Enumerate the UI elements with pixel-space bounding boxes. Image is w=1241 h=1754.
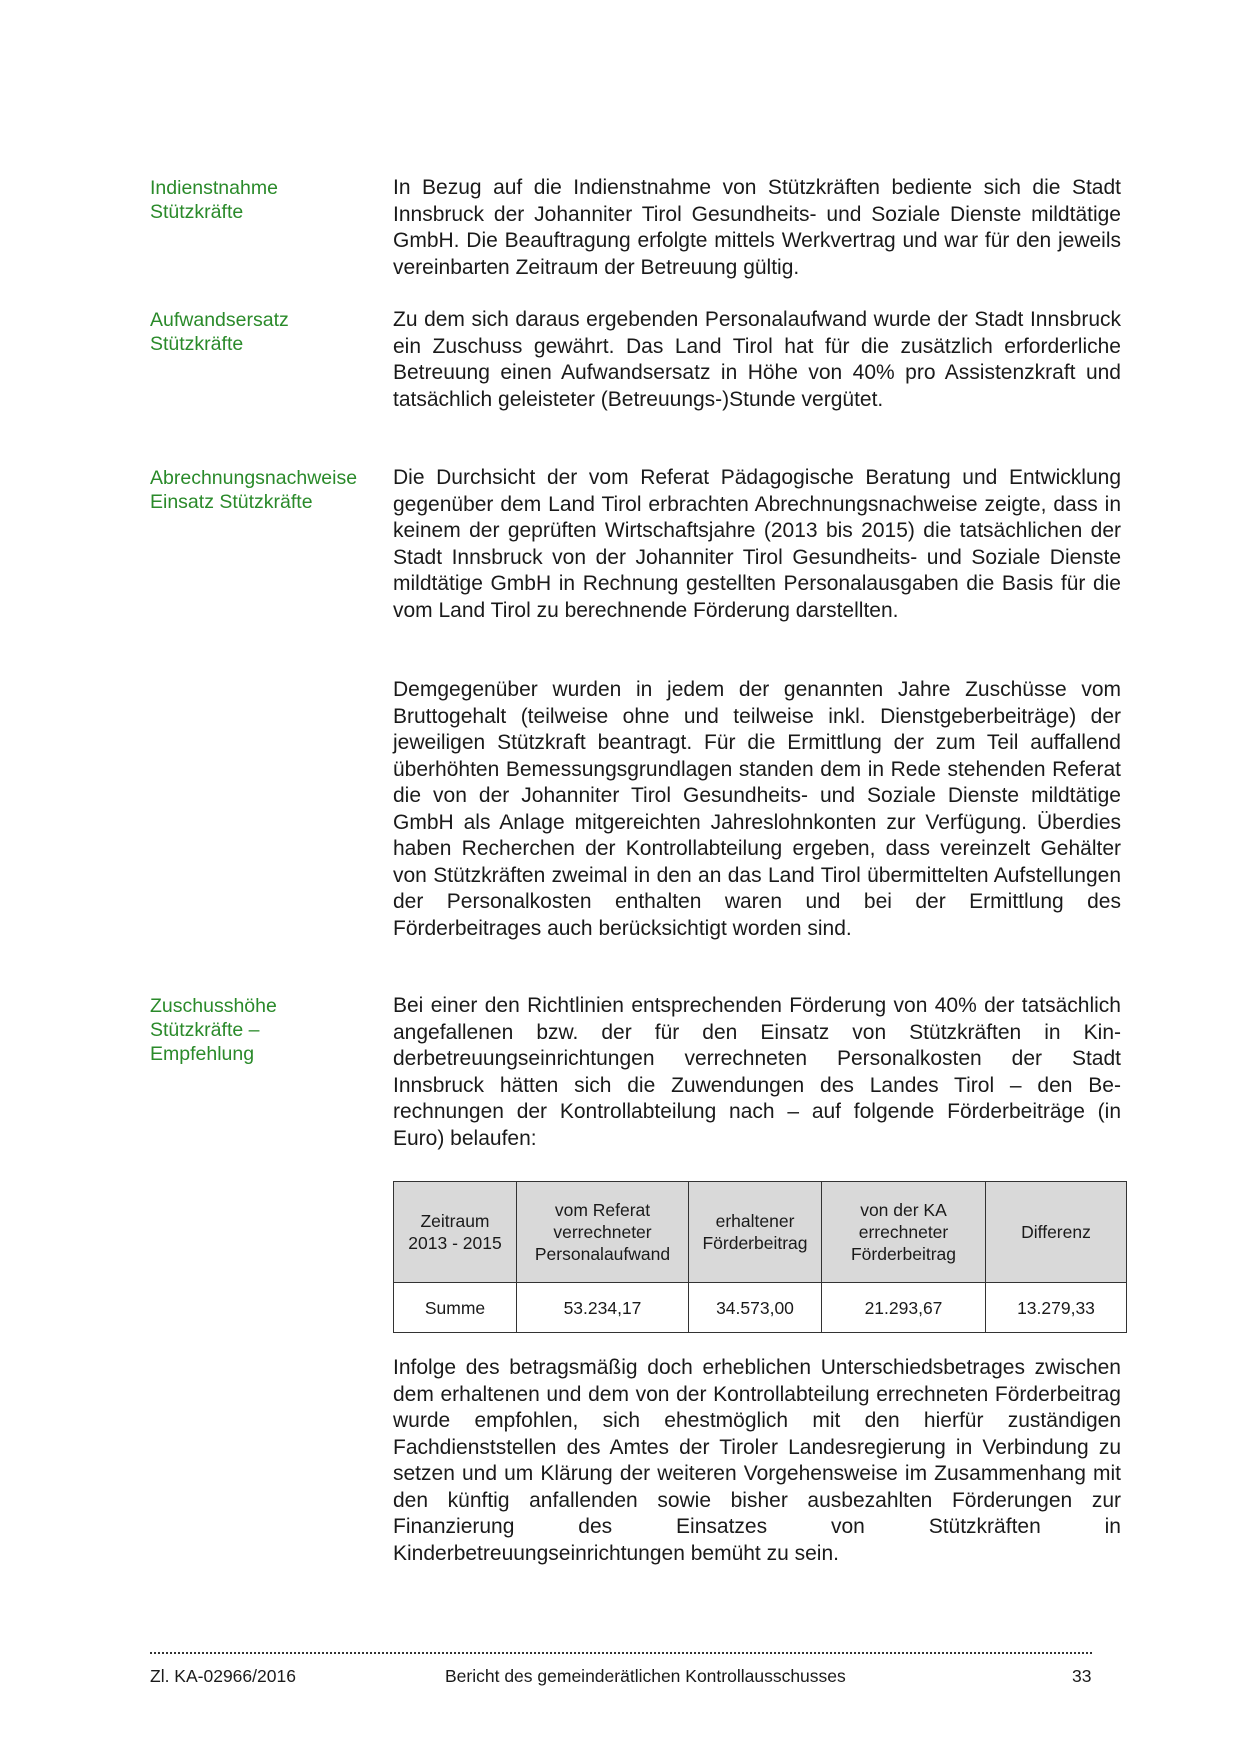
margin-heading-abrechnungsnachweise [150,466,380,514]
header-zeitraum: Zeitraum 2013 - 2015 [394,1182,517,1283]
footer-reference: Zl. KA-02966/2016 [150,1666,296,1686]
paragraph-abrechnungsnachweise [393,465,1121,624]
paragraph-empfehlung [393,1355,1121,1567]
footer-title: Bericht des gemeinderätlichen Kontrollausschusses [445,1666,846,1686]
margin-heading-line: Indienstnahme [150,177,278,199]
margin-heading-zuschusshoehe [150,994,380,1066]
paragraph: Die Durchsicht der vom Referat Pädagogische Beratung und Entwicklung gegenüber dem Land Tirol erbrachten Abrechnungsnachweise zeigte, dass in keinem der geprüften Wirtschaftsjahre (2013 bis 2015) die tatsächlichen der Stadt Innsbruck von der Johanniter Tirol Gesundheits- und Soziale Dienste mildtätige GmbH in Rechnung gestellten Personalausgaben die Basis für die vom Land Tirol zu berechnende Förderung darstellten. [393,466,1121,622]
funding-table [393,1181,1127,1333]
margin-heading-line: Einsatz Stützkräfte [150,491,313,513]
paragraph: Bei einer den Richtlinien entsprechenden Förderung von 40% der tatsächlich angefallenen bzw. der für den Einsatz von Stützkräften in Kinderbetreuungseinrichtungen verrechneten Personalkosten der Stadt Innsbruck hätten sich die Zuwendungen des Landes Tirol – den Berechnungen der Kontrollabteilung nach – auf folgende Förderbeiträge (in Euro) belaufen: [393,994,1121,1150]
margin-heading-line: Stützkräfte [150,333,244,355]
cell-zeitraum: Summe [394,1283,517,1333]
paragraph-indienstnahme [393,175,1121,281]
paragraph-demgegenueber [393,677,1121,942]
margin-heading-indienstnahme [150,176,380,224]
footer-divider [150,1652,1092,1654]
margin-heading-line: Stützkräfte [150,201,244,223]
cell-erhaltener-foerderbeitrag: 34.573,00 [689,1283,822,1333]
paragraph: In Bezug auf die Indienstnahme von Stützkräften bediente sich die Stadt Innsbruck der Johanniter Tirol Gesundheits- und Soziale Dienste mildtätige GmbH. Die Beauftragung erfolgte mittels Werkvertrag und war für den jeweils vereinbarten Zeitraum der Betreuung gültig. [393,176,1121,279]
table-row [394,1283,1127,1333]
paragraph: Demgegenüber wurden in jedem der genannten Jahre Zuschüsse vom Bruttogehalt (teilweise ohne und teilweise inkl. Dienstgeberbeiträge) der jeweiligen Stützkraft beantragt. Für die Ermittlung der zum Teil auffallend überhöhten Bemessungsgrundlagen standen dem in Rede stehenden Referat die von der Johanniter Tirol Gesundheits- und Soziale Dienste mildtätige GmbH als Anlage mitgereichten Jahreslohnkonten zur Verfügung. Überdies haben Recherchen der Kontrollabteilung ergeben, dass vereinzelt Gehälter von Stützkräften zweimal in den an das Land Tirol übermittelten Aufstellungen der Personalkosten enthalten waren und bei der Ermittlung des Förderbeitrages auch berücksichtigt worden sind. [393,678,1121,940]
cell-ka-foerderbeitrag: 21.293,67 [822,1283,986,1333]
margin-heading-line: Zuschusshöhe [150,995,277,1017]
margin-heading-line: Stützkräfte – [150,1019,260,1041]
page-number: 33 [1072,1666,1092,1686]
header-differenz: Differenz [986,1182,1127,1283]
margin-heading-line: Aufwandsersatz [150,309,289,331]
cell-differenz: 13.279,33 [986,1283,1127,1333]
paragraph-aufwandsersatz [393,307,1121,413]
header-personalaufwand: vom Referat verrechneter Personalaufwand [517,1182,689,1283]
header-erhaltener-foerderbeitrag: erhaltener Förderbeitrag [689,1182,822,1283]
header-ka-foerderbeitrag: von der KA errechneter Förderbeitrag [822,1182,986,1283]
margin-heading-aufwandsersatz [150,308,380,356]
paragraph-zuschusshoehe [393,993,1121,1152]
cell-personalaufwand: 53.234,17 [517,1283,689,1333]
paragraph: Infolge des betragsmäßig doch erheblichen Unterschiedsbetrages zwischen dem erhaltenen und dem von der Kontrollabteilung errechneten Förderbeitrag wurde empfohlen, sich ehestmöglich mit den hierfür zuständigen Fachdienststellen des Amtes der Tiroler Landesregierung in Verbindung zu setzen und um Klärung der weiteren Vorgehensweise im Zusammenhang mit den künftig anfallenden sowie bisher ausbezahlten Förderungen zur Finanzierung des Einsatzes von Stützkräften in Kinderbetreuungseinrichtungen bemüht zu sein. [393,1356,1121,1565]
margin-heading-line: Empfehlung [150,1043,255,1065]
margin-heading-line: Abrechnungsnachweise [150,467,358,489]
paragraph: Zu dem sich daraus ergebenden Personalaufwand wurde der Stadt Innsbruck ein Zuschuss gewährt. Das Land Tirol hat für die zusätzlich erforderliche Betreuung einen Aufwandsersatz in Höhe von 40% pro Assistenzkraft und tatsächlich geleisteter (Betreuungs-)Stunde vergütet. [393,308,1121,411]
table-header-row [394,1182,1127,1283]
